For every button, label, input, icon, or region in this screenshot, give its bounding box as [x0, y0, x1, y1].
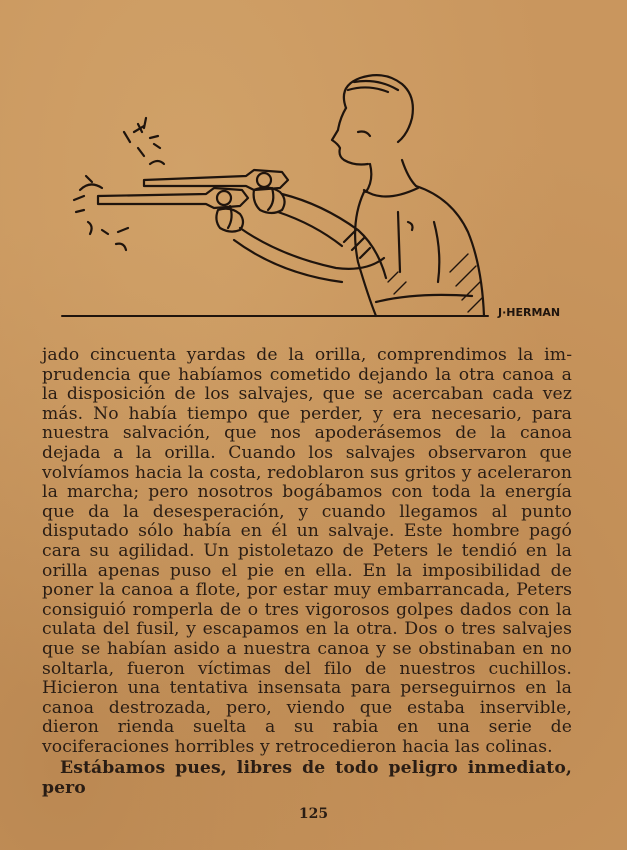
illustration-signature: J·HERMAN [498, 306, 561, 319]
paragraph: Estábamos pues, libres de todo peligro inmediato, pero [42, 758, 572, 799]
gunman-firing-two-revolvers-icon [58, 72, 570, 324]
page-number: 125 [298, 806, 329, 822]
body-text [42, 346, 572, 799]
paragraph: jado cincuenta yardas de la orilla, comprendimos la imprudencia que habíamos cometido dejando la otra canoa a la disposición de los salvajes, que se acercaban cada vez más. No había tiempo que perder, y era necesario, para nuestra salvación, que nos apoderásemos de la canoa dejada a la orilla. Cuando los salvajes observaron que volvíamos hacia la costa, redoblaron sus gritos y aceleraron la marcha; pero nosotros bogábamos con toda la energía que da la desesperación, y cuando llegamos al punto disputado sólo había en él un salvaje. Este hombre pagó cara su agilidad. Un pistoletazo de Peters le tendió en la orilla apenas puso el pie en ella. En la imposibilidad de poner la canoa a flote, por estar muy embarrancada, Peters consiguió romperla de o tres vigorosos golpes dados con la culata del fusil, y escapamos en la otra. Dos o tres salvajes que se habían asido a nuestra canoa y se obstinaban en no soltarla, fueron víctimas del filo de nuestros cuchillos. Hicieron una tentativa insensata para perseguirnos en la canoa destrozada, pero, viendo que estaba inservible, dieron rienda suelta a su rabia en una serie de vociferaciones horribles y retrocedieron hacia las colinas. [42, 345, 572, 757]
